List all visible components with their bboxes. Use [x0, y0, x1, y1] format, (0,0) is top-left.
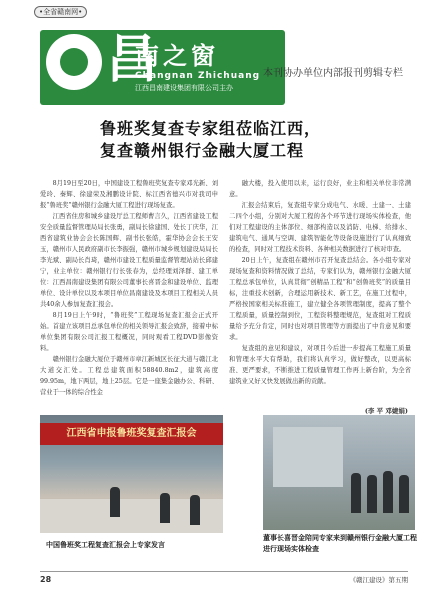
paragraph: 江西省住房和城乡建设厅总工程师曹言久，江西省建设工程安全质量监督管理局局长张勇，副局长徐建国、处长丁庆华，江西省建筑业协会会长陈国辉、副书长张皓，霍华协会会长王安玉，赣州市人民政府副市长李振强，赣州市城乡规划建设局局长李光斌、副局长肖琦，赣州市建设工程质量监督管理站站长邱建宁，业主单位：赣州银行行长张春为，总经理刘泽群、建工单位：江西昌南建设集团有限公司董事长喜晋金和建设单位、监理单位、设计单位以及本项目单位昌南建设及本项目工程相关人员共40余人参加复查汇报会。 [40, 213, 218, 308]
person-figure [110, 487, 120, 517]
issue-label: 《赣江建设》第五期 [349, 576, 408, 584]
article-title-line2: 复查赣州银行金融大厦工程 [100, 141, 305, 160]
paragraph: 汇报会结束后，复查组专家分成电气、水暖、土建一、土建二四个小组，分别对大厦工程的各个环节进行现场实体检查，他们对工程建设的主体部位、细部构造以及消防、电梯、给排水、建筑电气、通风与空调、建筑智能化等设备设施进行了认真细致的检查，同时对工程技术资料、各种相关数据进行了核对审查。 [229, 202, 411, 253]
page-number: 28 [40, 575, 52, 584]
person-figure [160, 493, 170, 523]
paragraph: 8月19日上午9时，“鲁班奖”工程现场复查汇报会正式开始。首建立该项目总承包单位的相关领导汇报会致辞，接着中标单位集团有限公司汇报工程概况，同时观看工程DVD影像资料。 [40, 312, 218, 352]
logo-char: 昌 [106, 30, 159, 90]
meeting-photo [40, 415, 223, 533]
person-figure [383, 471, 393, 513]
body-column-right [229, 178, 411, 387]
column-tag: •全省赣南网• [34, 6, 87, 18]
paragraph: 20日上午，复查组在赣州市召开复查总结会。各小组专家对现场复查和资料情况做了总结，专家们认为，赣州银行金融大厦工程总承包单位，认真贯彻“创精品工程”和“创鲁班奖”的质量目标，注重技术创新，合理运用新技术、新工艺，在施工过程中，严格按国家相关标准施工，建立健全各项管理制度，提高了整个工程质量，质量控制到位，工程资料整理规范，复查组对工程质量给予充分肯定，同时也对项目管理等方面提出了中肯意见和要求。 [229, 257, 411, 341]
footer-rule [40, 571, 408, 572]
paragraph: 赣州银行金融大厦位于赣州市章江新城区长征大道与赣江北大道交汇处。工程总建筑面积58840.8m2，建筑高度99.95m，地下两层，地上25层。它是一座集金融办公、科研、营业于一体的综合性金 [40, 356, 218, 396]
column-label: 本刊协办单位内部报刊剪辑专栏 [263, 68, 403, 79]
body-column-left [40, 178, 218, 398]
paragraph: 复查组的意见和建议，对项目今后进一步提高工程施工质量和管理水平大有帮助，我们将认真学习，做好整改，以更高标准、更严要求，不断推进工程质量管理工作再上新台阶，为全省建筑业又好又快发展做出新的贡献。 [229, 345, 411, 385]
person-figure [351, 473, 361, 513]
article-title-line1: 鲁班奖复查专家组莅临江西， [100, 119, 322, 138]
caption-left: 中国鲁班奖工程复查汇报会上专家发言 [46, 541, 165, 549]
person-figure [399, 475, 409, 513]
person-figure [190, 495, 200, 525]
logo-emblem-icon [46, 34, 102, 90]
masthead-name: 南之窗 [135, 42, 219, 70]
paragraph: 融大楼，投入使用以来，运行良好，业主和相关单位非常满意。 [229, 180, 411, 198]
photo-banner: 江西省申报鲁班奖复查汇报会 [40, 423, 223, 445]
person-figure [367, 475, 377, 513]
paragraph: 8月19日至20日，中国建设工程鲁班奖复查专家邓光新、刘爱玲、秦辉、徐建荣及湘鹏设计院、标江西省德兴市对我司申报“鲁班奖”赣州银行金融大厦工程进行现场复查。 [40, 180, 218, 209]
inspection-photo [263, 415, 415, 530]
masthead-org: 江西昌南建设集团有限公司主办 [135, 84, 233, 92]
caption-right: 董事长喜晋金陪同专家来到赣州银行金融大厦工程进行现场实体检查 [263, 534, 417, 553]
masthead-pinyin: Changnan Zhichuang [135, 71, 261, 81]
building-wall [273, 427, 343, 487]
author-byline: (李 平 邓婕娟) [364, 407, 408, 415]
masthead-brand [135, 36, 260, 93]
